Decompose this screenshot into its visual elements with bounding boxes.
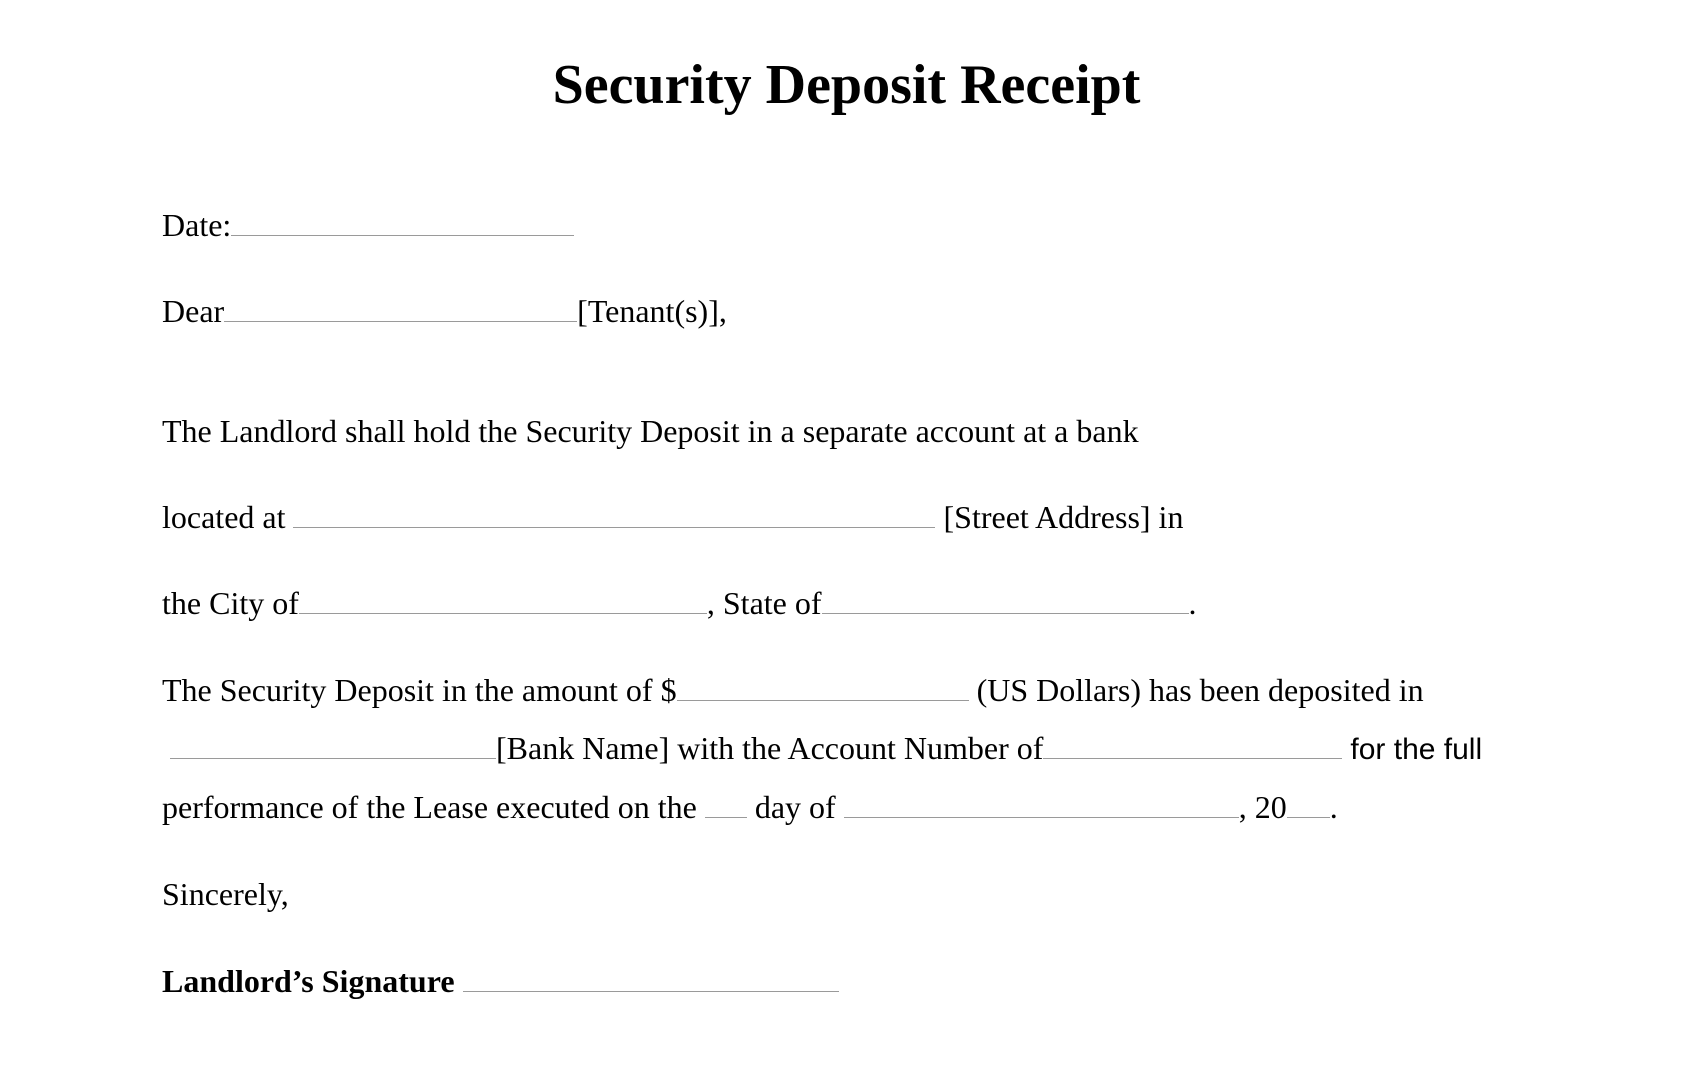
account-number-field[interactable] (1043, 732, 1342, 759)
amount-label: The Security Deposit in the amount of $ (162, 672, 677, 708)
date-line (162, 205, 574, 245)
city-field[interactable] (299, 587, 707, 614)
signature-field[interactable] (463, 965, 839, 992)
amount-line (162, 670, 1424, 710)
street-address-label: [Street Address] in (943, 499, 1184, 535)
street-address-line (162, 497, 1183, 537)
year-prefix-label: , 20 (1238, 789, 1287, 825)
closing-line (162, 874, 289, 914)
month-field[interactable] (844, 791, 1239, 818)
us-dollars-label: (US Dollars) has been deposited in (976, 672, 1424, 708)
tenant-label: [Tenant(s)], (577, 293, 727, 329)
for-the-full-label: for the full (1350, 733, 1483, 766)
lease-date-line (162, 787, 1338, 827)
salutation-line (162, 291, 727, 331)
city-of-label: the City of (162, 585, 299, 621)
day-field[interactable] (705, 791, 747, 818)
state-field[interactable] (822, 587, 1189, 614)
amount-field[interactable] (677, 674, 969, 701)
bank-name-field[interactable] (170, 732, 496, 759)
bank-account-text: The Landlord shall hold the Security Deposit in a separate account at a bank (162, 413, 1139, 449)
dear-label: Dear (162, 293, 225, 329)
tenant-name-field[interactable] (224, 295, 577, 322)
bank-name-label: [Bank Name] with the Account Number of (496, 730, 1044, 766)
bank-account-line (162, 411, 1139, 451)
city-state-line (162, 583, 1197, 623)
document-title: Security Deposit Receipt (552, 54, 1141, 116)
bank-name-line (170, 728, 1482, 770)
located-at-label: located at (162, 499, 286, 535)
performance-label: performance of the Lease executed on the (162, 789, 697, 825)
date-field[interactable] (231, 209, 574, 236)
day-of-label: day of (754, 789, 836, 825)
city-state-period: . (1188, 585, 1197, 621)
street-address-field[interactable] (293, 501, 935, 528)
closing-text: Sincerely, (162, 876, 289, 912)
signature-line (162, 961, 839, 1001)
year-field[interactable] (1287, 791, 1330, 818)
signature-label: Landlord’s Signature (162, 963, 455, 999)
lease-date-period: . (1329, 789, 1338, 825)
date-label: Date: (162, 207, 232, 243)
state-of-label: , State of (706, 585, 822, 621)
